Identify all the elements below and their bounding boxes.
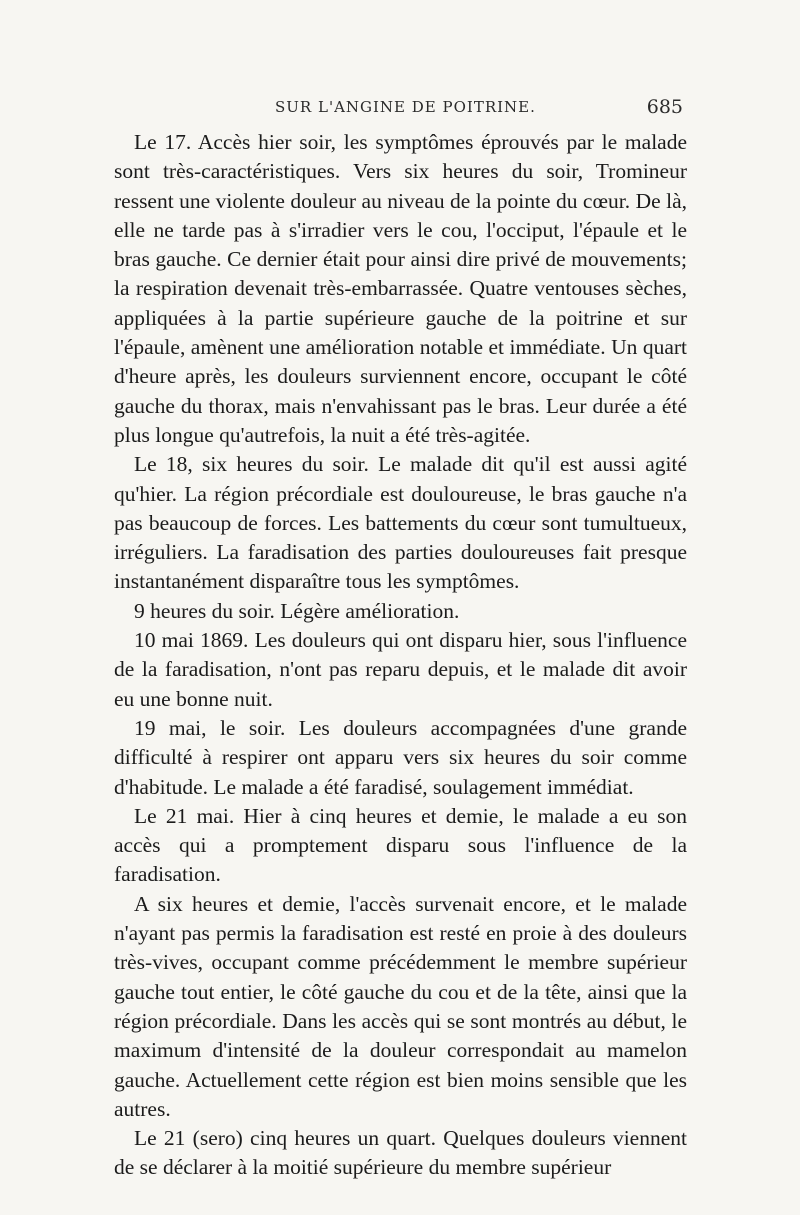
paragraph-21-mai: Le 21 mai. Hier à cinq heures et demie, le malade a eu son accès qui a promptement disparu sous l'influence de la faradisation. — [114, 803, 687, 887]
paragraph-19-mai: 19 mai, le soir. Les douleurs accompagnées d'une grande difficulté à respirer ont apparu vers six heures du soir comme d'habitude. Le malade a été faradisé, soulagement immédiat. — [114, 715, 687, 799]
paragraph-10-mai: 10 mai 1869. Les douleurs qui ont disparu hier, sous l'influence de la faradisation, n'ont pas reparu depuis, et le malade dit avoir eu une bonne nuit. — [114, 628, 687, 711]
paragraph-18: Le 18, six heures du soir. Le malade dit qu'il est aussi agité qu'hier. La région précordiale est douloureuse, le bras gauche n'a pas beaucoup de forces. Les battements du cœur sont tumultueux, irréguliers. La faradisation des parties douloureuses fait presque instantanément disparaître tous les symptômes. — [114, 452, 687, 594]
paragraph-21-sero: Le 21 (sero) cinq heures un quart. Quelques douleurs viennent de se déclarer à la moitié supérieure du membre supérieur — [114, 1126, 687, 1180]
running-title: SUR L'ANGINE DE POITRINE. — [275, 98, 536, 116]
page-number: 685 — [646, 96, 683, 118]
paragraph-9-heures: 9 heures du soir. Légère amélioration. — [134, 598, 460, 623]
paragraph-six-heures: A six heures et demie, l'accès survenait encore, et le malade n'ayant pas permis la faradisation est resté en proie à des douleurs très-vives, occupant comme précédemment le membre supérieur gauche tout entier, le côté gauche du cou et de la tête, ainsi que la région précordiale. Dans les accès qui se sont montrés au début, le maximum d'intensité de la douleur correspondait au mamelon gauche. Actuellement cette région est bien moins sensible que les autres. — [114, 891, 687, 1121]
body-text — [114, 128, 687, 1183]
paragraph-17: Le 17. Accès hier soir, les symptômes éprouvés par le malade sont très-caractéristiques. Vers six heures du soir, Tromineur ressent une violente douleur au niveau de la pointe du cœur. De là, elle ne tarde pas à s'irradier vers le cou, l'occiput, l'épaule et le bras gauche. Ce dernier était pour ainsi dire privé de mouvements; la respiration devenait très-embarrassée. Quatre ventouses sèches, appliquées à la partie supérieure gauche de la poitrine et sur l'épaule, amènent une amélioration notable et immédiate. Un quart d'heure après, les douleurs surviennent encore, occupant le côté gauche du thorax, mais n'envahissant pas le bras. Leur durée a été plus longue qu'autrefois, la nuit a été très-agitée. — [114, 130, 687, 447]
running-head — [115, 98, 685, 122]
